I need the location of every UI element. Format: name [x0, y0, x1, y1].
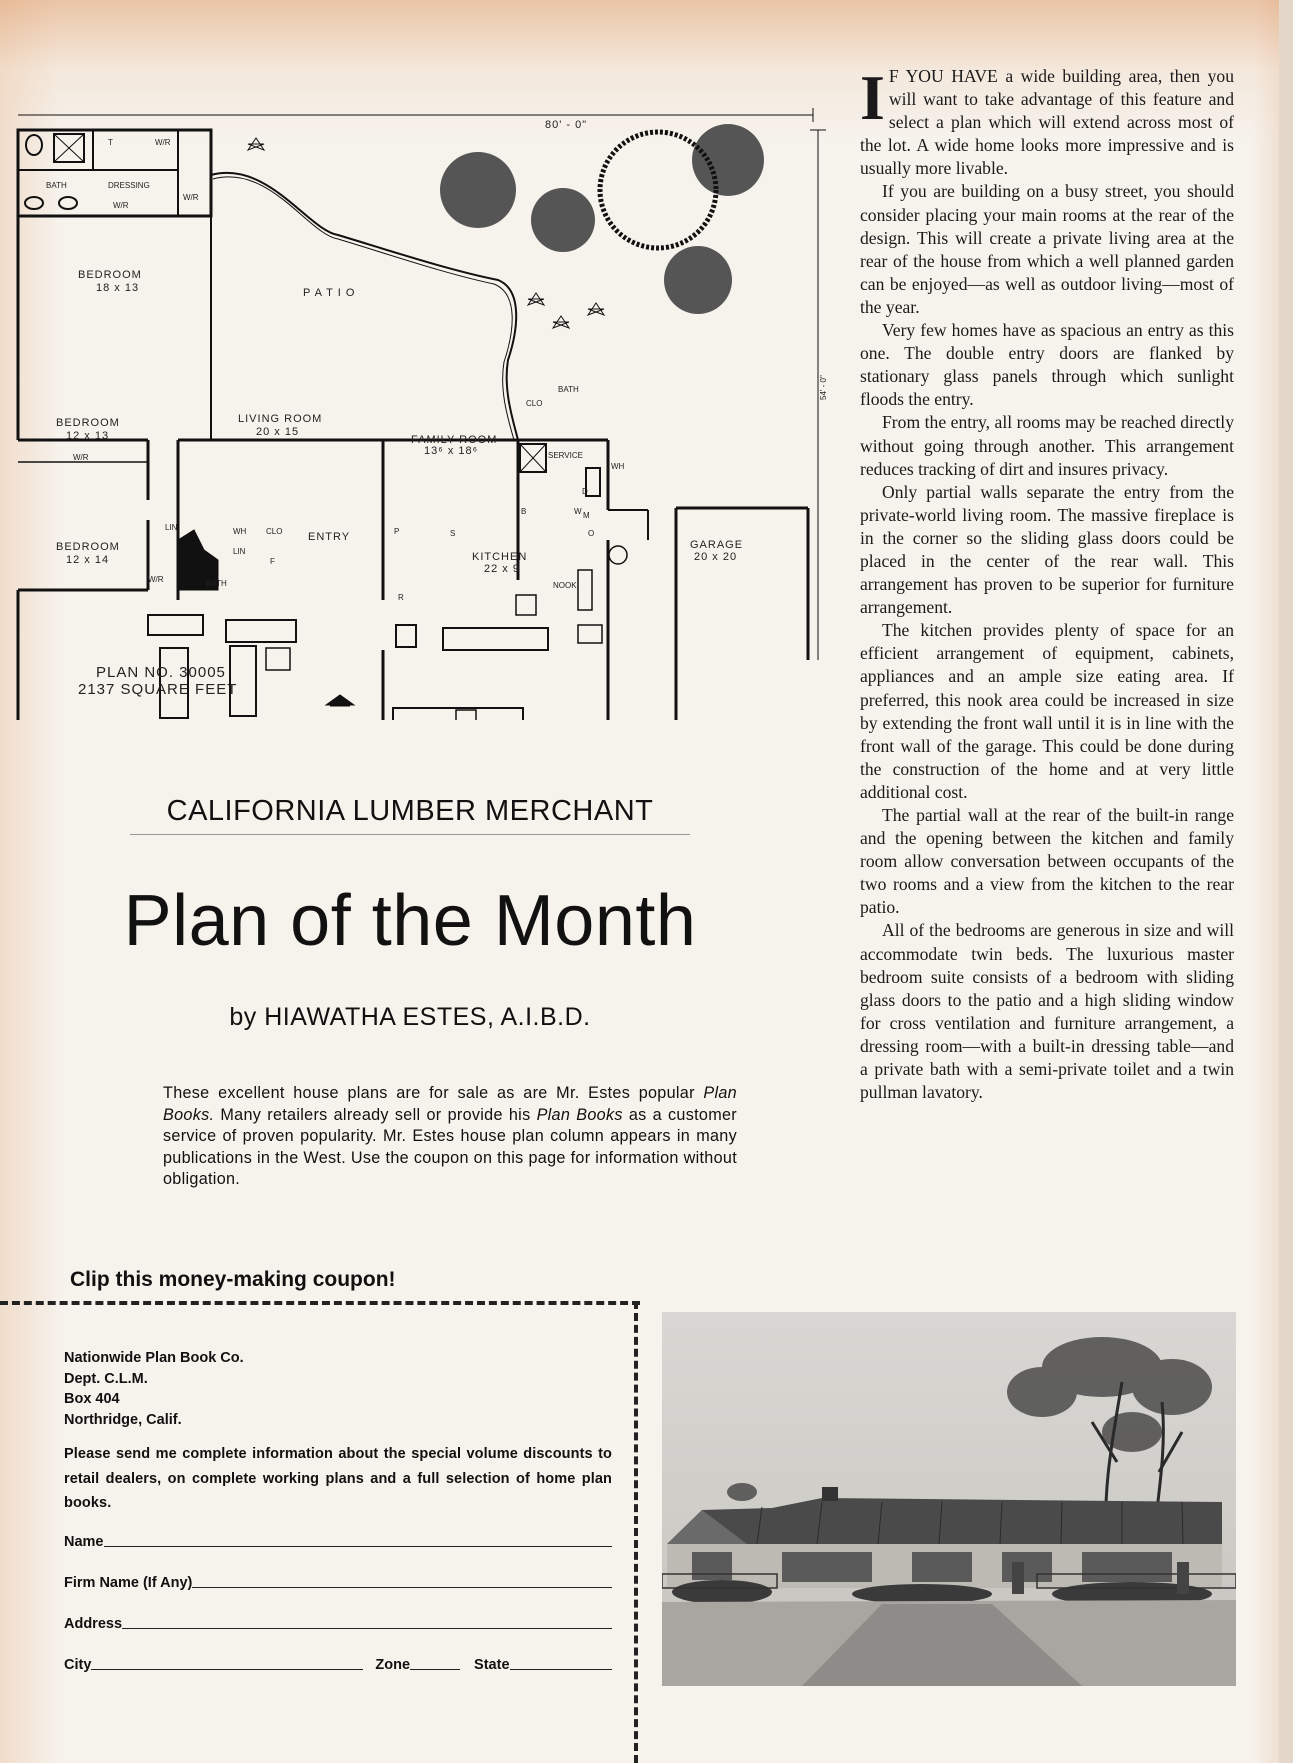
article-paragraph-7: The partial wall at the rear of the built-in range and the opening between the kitchen and family room allow conversation between occupants of the two rooms and a view from the kitchen to the rear patio. — [860, 805, 1234, 918]
page-title: Plan of the Month — [123, 881, 697, 961]
intro-italic-2: Plan Books — [536, 1105, 623, 1124]
article-paragraph-4: From the entry, all rooms may be reached directly without going through another. This arrangement reduces tracking of dirt and insures privacy. — [860, 412, 1234, 479]
drop-cap: I — [860, 62, 885, 133]
intro-text-1: These excellent house plans are for sale as are Mr. Estes popular — [163, 1084, 704, 1102]
label-family-room: FAMILY ROOM — [411, 434, 498, 446]
label-garage-size: 20 x 20 — [694, 551, 738, 563]
label-s: S — [450, 529, 456, 538]
label-wh-service: WH — [611, 462, 625, 471]
city-field[interactable] — [64, 1653, 612, 1673]
label-wr-bed2: W/R — [73, 453, 89, 462]
coupon-cut-line-top — [0, 1301, 640, 1305]
label-family-room-size: 13⁶ x 18⁶ — [424, 445, 479, 457]
zone-line[interactable] — [410, 1669, 460, 1670]
address-line[interactable] — [122, 1628, 612, 1629]
name-line[interactable] — [104, 1546, 613, 1547]
label-kitchen-size: 22 x 9 — [484, 563, 520, 575]
name-field[interactable] — [64, 1530, 612, 1550]
address-label: Address — [64, 1615, 123, 1632]
lead-caps: F YOU HAVE — [888, 66, 998, 86]
state-label: State — [474, 1656, 510, 1673]
label-bath2: BATH — [558, 385, 579, 394]
coupon-heading: Clip this money-making coupon! — [70, 1268, 396, 1291]
label-dressing: DRESSING — [108, 181, 150, 190]
label-bath-master: BATH — [46, 181, 67, 190]
article-paragraph-8: All of the bedrooms are generous in size and will accommodate twin beds. The luxurious master bedroom suite consists of a bedroom with sliding glass doors to the patio and a high sliding window for cross ventilation and furniture arrangement, a dressing room—with a built-in dressing table—and a private bath with a semi-private toilet and a twin pullman lavatory. — [860, 920, 1234, 1103]
city-line[interactable] — [91, 1669, 363, 1670]
magazine-name: CALIFORNIA LUMBER MERCHANT — [166, 795, 654, 827]
article-paragraph-5: Only partial walls separate the entry from the private-world living room. The massive fireplace is in the corner so the sliding glass doors could be placed in the center of the rear wall. This arrangement has proven to be superior for furniture arrangement. — [860, 481, 1234, 618]
article-column — [860, 62, 1234, 1104]
address-field[interactable] — [64, 1612, 612, 1632]
firm-line[interactable] — [192, 1587, 612, 1588]
firm-field[interactable] — [64, 1571, 612, 1591]
name-label: Name — [64, 1533, 104, 1550]
label-nook: NOOK — [553, 581, 577, 590]
label-bedroom2-size: 12 x 13 — [66, 430, 110, 442]
label-bedroom3: BEDROOM — [56, 541, 120, 553]
title-rule — [130, 834, 690, 835]
plan-number: PLAN NO. 30005 — [96, 664, 226, 681]
label-wr-right: W/R — [183, 193, 199, 202]
coupon-company: Nationwide Plan Book Co. — [64, 1350, 244, 1366]
label-kitchen: KITCHEN — [472, 551, 528, 563]
label-r: R — [398, 593, 404, 602]
depth-dimension: 54' - 0" — [819, 375, 828, 400]
label-master-bedroom: BEDROOM — [78, 269, 142, 281]
coupon — [64, 1348, 612, 1673]
house-rendering-image — [662, 1312, 1236, 1686]
label-clo-top: CLO — [526, 399, 543, 408]
article-paragraph-6: The kitchen provides plenty of space for an efficient arrangement of equipment, cabinets, appliances and an ample size eating area. If preferred, this nook area could be increased in size by extending the front wall until it is in line with the front wall of the garage. This could be done during the construction of the home and at very little additional cost. — [860, 620, 1234, 802]
firm-label: Firm Name (If Any) — [64, 1574, 193, 1591]
label-wr-bath3: W/R — [148, 575, 164, 584]
byline: by HIAWATHA ESTES, A.I.B.D. — [229, 1003, 591, 1031]
label-master-bedroom-size: 18 x 13 — [96, 282, 140, 294]
floor-plan-drawing — [8, 100, 828, 720]
label-m: M — [583, 511, 590, 520]
label-entry: ENTRY — [308, 531, 351, 543]
label-lin: LIN — [165, 523, 178, 532]
coupon-box: Box 404 — [64, 1391, 120, 1407]
label-living-room: LIVING ROOM — [238, 413, 323, 425]
intro-italic-1: Plan Books. — [163, 1084, 737, 1124]
article-paragraph-3: Very few homes have as spacious an entry as this one. The double entry doors are flanked by stationary glass panels through which sunlight floods the entry. — [860, 320, 1234, 410]
label-living-room-size: 20 x 15 — [256, 426, 300, 438]
label-w: W — [574, 507, 582, 516]
city-label: City — [64, 1656, 92, 1673]
coupon-cut-line-right — [634, 1301, 638, 1763]
width-dimension: 80' - 0" — [545, 119, 588, 131]
coupon-city-line: Northridge, Calif. — [64, 1411, 182, 1428]
intro-text-3: as a customer service of proven popularity. Mr. Estes house plan column appears in many publications in the West. Use the coupon on this page for information without obligation. — [163, 1105, 737, 1188]
intro-text-2: Many retailers already sell or provide his — [214, 1105, 537, 1124]
article-paragraph-1 — [860, 62, 1234, 180]
label-d: D — [582, 487, 588, 496]
coupon-dept: Dept. C.L.M. — [64, 1370, 148, 1387]
label-patio: P A T I O — [303, 287, 356, 299]
label-wh-hall: WH — [233, 527, 247, 536]
label-p: P — [394, 527, 400, 536]
label-b: B — [521, 507, 527, 516]
label-bedroom2: BEDROOM — [56, 417, 120, 429]
square-feet: 2137 SQUARE FEET — [78, 681, 238, 698]
label-wr-top: W/R — [155, 138, 171, 147]
zone-label: Zone — [375, 1656, 411, 1673]
label-service: SERVICE — [548, 451, 583, 460]
label-f: F — [270, 557, 275, 566]
label-bath3: BATH — [206, 579, 227, 588]
label-bedroom3-size: 12 x 14 — [66, 554, 110, 566]
label-t: T — [108, 138, 113, 147]
label-lin2: LIN — [233, 547, 246, 556]
coupon-address — [64, 1348, 612, 1430]
label-clo-hall: CLO — [266, 527, 283, 536]
house-rendering-drawing — [662, 1312, 1236, 1686]
label-garage: GARAGE — [690, 539, 744, 551]
state-line[interactable] — [510, 1669, 612, 1670]
page-edge — [1279, 0, 1293, 1763]
coupon-request-text: Please send me complete information about the special volume discounts to retail dealers, on complete working plans and a full selection of home plan books. — [64, 1446, 612, 1511]
paragraph-1-text: a wide building area, then you will want to take advantage of this feature and select a plan which will extend across most of the lot. A wide home looks more impressive and is usually more livable. — [860, 66, 1234, 179]
article-paragraph-2: If you are building on a busy street, you should consider placing your main rooms at the rear of the design. This will create a private living area at the rear of the house from which a well planned garden can be enjoyed—as well as outdoor living—most of the year. — [860, 181, 1234, 317]
label-o: O — [588, 529, 595, 538]
floor-plan — [8, 100, 828, 720]
label-wr-mid: W/R — [113, 201, 129, 210]
intro-paragraph — [163, 1083, 737, 1191]
